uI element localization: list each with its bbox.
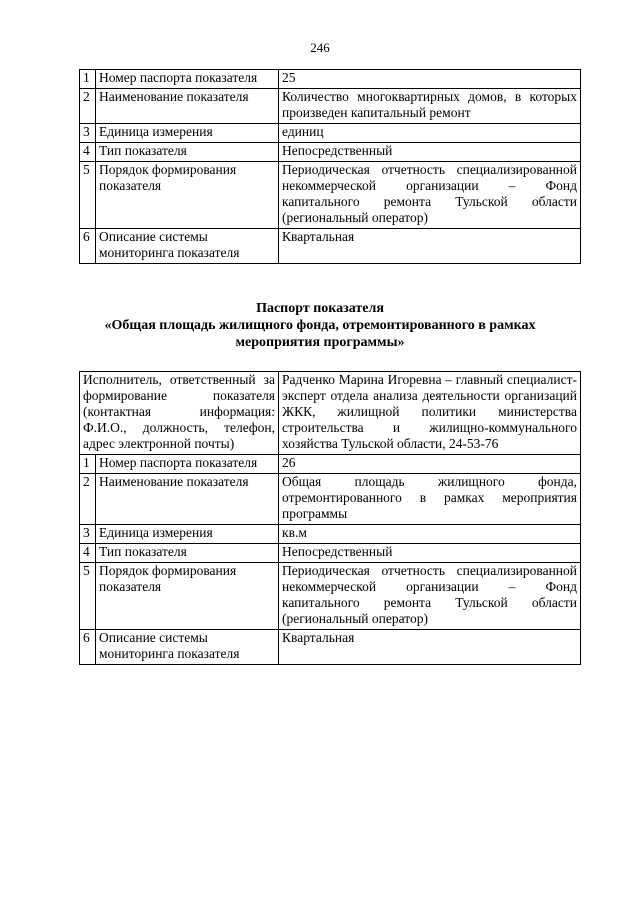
- row-value: Квартальная: [279, 630, 581, 665]
- row-value: Квартальная: [279, 229, 581, 264]
- row-value: Непосредственный: [279, 544, 581, 563]
- row-number: 1: [80, 455, 96, 474]
- row-label: Описание системы мониторинга показателя: [96, 630, 279, 665]
- table-row: [80, 162, 581, 229]
- row-label: Единица измерения: [96, 525, 279, 544]
- row-number: 2: [80, 474, 96, 525]
- row-value: 25: [279, 70, 581, 89]
- row-label: Порядок формирования показателя: [96, 563, 279, 630]
- table-row: [80, 143, 581, 162]
- row-label: Наименование показателя: [96, 89, 279, 124]
- table-row: [80, 455, 581, 474]
- row-number: 3: [80, 525, 96, 544]
- row-number: 4: [80, 143, 96, 162]
- table-row: [80, 89, 581, 124]
- row-label: Порядок формирования показателя: [96, 162, 279, 229]
- row-number: 5: [80, 563, 96, 630]
- table-row: [80, 474, 581, 525]
- row-value: Периодическая отчетность специализированной некоммерческой организации – Фонд капитального ремонта Тульской области (региональный оператор): [279, 563, 581, 630]
- executor-value: Радченко Марина Игоревна – главный специалист-эксперт отдела анализа деятельности организаций ЖКК, жилищной политики министерства строительства и жилищно-коммунального хозяйства Тульской области, 24-53-76: [279, 372, 581, 455]
- table-row: [80, 630, 581, 665]
- row-label: Единица измерения: [96, 124, 279, 143]
- executor-row: [80, 372, 581, 455]
- row-value: единиц: [279, 124, 581, 143]
- row-value: Количество многоквартирных домов, в которых произведен капитальный ремонт: [279, 89, 581, 124]
- table-row: [80, 544, 581, 563]
- row-label: Номер паспорта показателя: [96, 70, 279, 89]
- row-value: Непосредственный: [279, 143, 581, 162]
- heading-title: Паспорт показателя: [256, 301, 384, 316]
- row-label: Наименование показателя: [96, 474, 279, 525]
- indicator-passport-table-25: [79, 69, 581, 264]
- indicator-passport-table-26: [79, 371, 581, 665]
- executor-label: Исполнитель, ответственный за формирование показателя (контактная информация: Ф.И.О., должность, телефон, адрес электронной почты): [80, 372, 279, 455]
- table-row: [80, 563, 581, 630]
- row-number: 5: [80, 162, 96, 229]
- heading-subtitle-line2: мероприятия программы»: [235, 335, 405, 350]
- row-value: Общая площадь жилищного фонда, отремонтированного в рамках мероприятия программы: [279, 474, 581, 525]
- row-number: 6: [80, 630, 96, 665]
- row-value: 26: [279, 455, 581, 474]
- row-value: Периодическая отчетность специализированной некоммерческой организации – Фонд капитального ремонта Тульской области (региональный оператор): [279, 162, 581, 229]
- row-label: Тип показателя: [96, 544, 279, 563]
- row-number: 2: [80, 89, 96, 124]
- row-number: 6: [80, 229, 96, 264]
- section-heading: [0, 300, 640, 351]
- page-number: 246: [310, 40, 330, 55]
- row-number: 3: [80, 124, 96, 143]
- table-row: [80, 229, 581, 264]
- row-value: кв.м: [279, 525, 581, 544]
- row-label: Тип показателя: [96, 143, 279, 162]
- row-number: 1: [80, 70, 96, 89]
- table-row: [80, 124, 581, 143]
- heading-subtitle-line1: «Общая площадь жилищного фонда, отремонтированного в рамках: [104, 318, 536, 333]
- row-label: Описание системы мониторинга показателя: [96, 229, 279, 264]
- row-label: Номер паспорта показателя: [96, 455, 279, 474]
- table-row: [80, 525, 581, 544]
- table-row: [80, 70, 581, 89]
- row-number: 4: [80, 544, 96, 563]
